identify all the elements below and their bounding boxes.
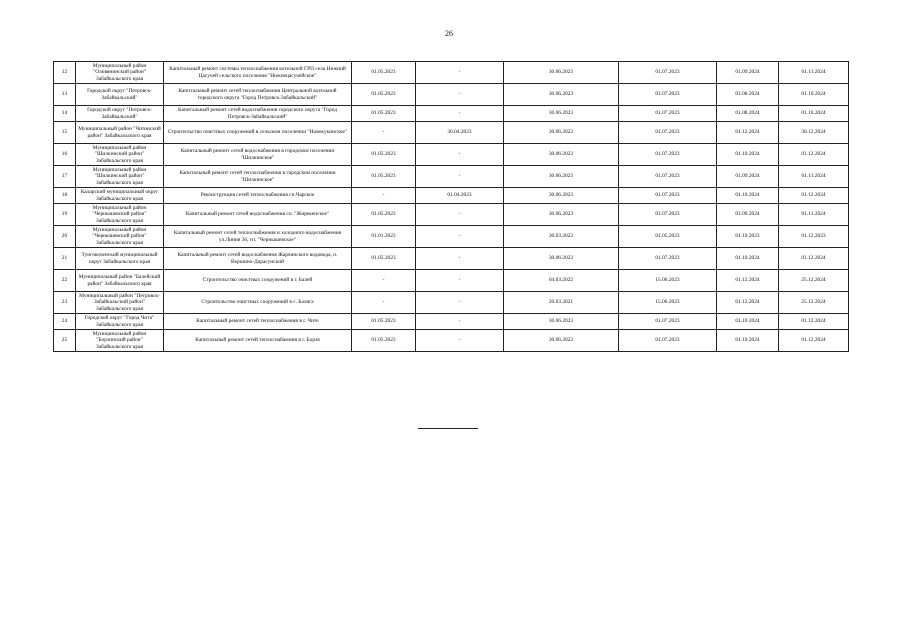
- date-cell-3: 30.06.2023: [504, 106, 619, 122]
- row-number: 13: [54, 84, 76, 106]
- schedule-table: [53, 61, 849, 352]
- date-cell-1: 01.05.2023: [352, 144, 416, 166]
- date-cell-1: 01.05.2023: [352, 84, 416, 106]
- work-description-cell: Капитальный ремонт сетей теплоснабжения в г. Чите: [164, 314, 352, 330]
- table-row: [54, 226, 849, 248]
- date-cell-1: 01.05.2023: [352, 248, 416, 270]
- row-number: 15: [54, 122, 76, 144]
- date-cell-5: 01.10.2024: [717, 314, 779, 330]
- district-cell: Городской округ "Петровск-Забайкальский": [76, 106, 164, 122]
- date-cell-6: 25.12.2024: [779, 270, 849, 292]
- date-cell-2: -: [416, 248, 504, 270]
- work-description-cell: Капитальный ремонт сетей теплоснабжения Центральной котельной городского округа "Город Петровск-Забайкальский": [164, 84, 352, 106]
- table-row: [54, 106, 849, 122]
- date-cell-4: 01.07.2023: [619, 106, 717, 122]
- row-number: 21: [54, 248, 76, 270]
- table-row: [54, 204, 849, 226]
- row-number: 18: [54, 188, 76, 204]
- work-description-cell: Строительство очистных сооружений в г. Балей: [164, 270, 352, 292]
- schedule-table-body: [54, 62, 849, 352]
- date-cell-5: 01.10.2024: [717, 144, 779, 166]
- work-description-cell: Капитальный ремонт сетей водоснабжения в городском поселении "Шилкинское": [164, 144, 352, 166]
- date-cell-1: -: [352, 270, 416, 292]
- table-row: [54, 188, 849, 204]
- date-cell-5: 01.09.2024: [717, 62, 779, 84]
- date-cell-1: 01.05.2023: [352, 330, 416, 352]
- date-cell-5: 01.10.2023: [717, 226, 779, 248]
- date-cell-1: -: [352, 122, 416, 144]
- date-cell-6: 01.11.2024: [779, 62, 849, 84]
- date-cell-3: 30.06.2023: [504, 84, 619, 106]
- date-cell-4: 01.07.2023: [619, 84, 717, 106]
- date-cell-4: 15.06.2023: [619, 292, 717, 314]
- row-number: 25: [54, 330, 76, 352]
- date-cell-3: 30.06.2023: [504, 144, 619, 166]
- work-description-cell: Капитальный ремонт системы теплоснабжения котельной ГРП села Нижний Цасучей сельского поселения "Нижнецасучейское": [164, 62, 352, 84]
- date-cell-6: 01.10.2024: [779, 106, 849, 122]
- date-cell-3: 30.06.2023: [504, 330, 619, 352]
- date-cell-4: 01.05.2023: [619, 226, 717, 248]
- date-cell-6: 01.12.2024: [779, 314, 849, 330]
- row-number: 12: [54, 62, 76, 84]
- date-cell-6: 01.12.2024: [779, 188, 849, 204]
- date-cell-2: -: [416, 330, 504, 352]
- date-cell-1: 01.05.2023: [352, 204, 416, 226]
- date-cell-6: 01.12.2024: [779, 144, 849, 166]
- page-number: 26: [445, 29, 453, 38]
- date-cell-3: 30.06.2023: [504, 122, 619, 144]
- table-row: [54, 330, 849, 352]
- date-cell-4: 01.07.2023: [619, 330, 717, 352]
- district-cell: Муниципальный район "Читинский район" Забайкальского края: [76, 122, 164, 144]
- date-cell-5: 01.08.2024: [717, 106, 779, 122]
- date-cell-5: 01.12.2024: [717, 270, 779, 292]
- date-cell-2: -: [416, 204, 504, 226]
- date-cell-6: 01.11.2024: [779, 204, 849, 226]
- row-number: 24: [54, 314, 76, 330]
- work-description-cell: Капитальный ремонт сетей теплоснабжения и холодного водоснабжения ул.Линия 36, гп. "Чернышевское": [164, 226, 352, 248]
- date-cell-4: 01.07.2023: [619, 166, 717, 188]
- date-cell-3: 30.06.2023: [504, 248, 619, 270]
- table-row: [54, 84, 849, 106]
- date-cell-3: 20.03.2021: [504, 292, 619, 314]
- work-description-cell: Капитальный ремонт сетей теплоснабжения в городском поселении "Шилкинское": [164, 166, 352, 188]
- date-cell-4: 01.07.2023: [619, 122, 717, 144]
- district-cell: Городской округ "Город Чита" Забайкальского края: [76, 314, 164, 330]
- date-cell-2: -: [416, 314, 504, 330]
- date-cell-2: -: [416, 166, 504, 188]
- date-cell-5: 01.09.2024: [717, 166, 779, 188]
- table-row: [54, 314, 849, 330]
- work-description-cell: Капитальный ремонт сетей теплоснабжения в г. Борзя: [164, 330, 352, 352]
- date-cell-6: 30.12.2024: [779, 122, 849, 144]
- date-cell-3: 04.03.2022: [504, 270, 619, 292]
- district-cell: Муниципальный район "Шилкинский район" Забайкальского края: [76, 144, 164, 166]
- work-description-cell: Строительство очистных сооружений в сельском поселении "Новокукинское": [164, 122, 352, 144]
- table-row: [54, 270, 849, 292]
- district-cell: Муниципальный район "Петровск-Забайкальский район" Забайкальского края: [76, 292, 164, 314]
- date-cell-1: -: [352, 188, 416, 204]
- date-cell-1: 01.05.2023: [352, 166, 416, 188]
- date-cell-2: -: [416, 270, 504, 292]
- date-cell-4: 01.07.2023: [619, 188, 717, 204]
- date-cell-6: 01.10.2024: [779, 84, 849, 106]
- table-row: [54, 144, 849, 166]
- date-cell-2: -: [416, 292, 504, 314]
- row-number: 16: [54, 144, 76, 166]
- date-cell-3: 30.03.2023: [504, 226, 619, 248]
- date-cell-5: 01.09.2024: [717, 204, 779, 226]
- row-number: 19: [54, 204, 76, 226]
- date-cell-4: 01.07.2023: [619, 248, 717, 270]
- table-row: [54, 166, 849, 188]
- date-cell-6: 01.12.2024: [779, 330, 849, 352]
- district-cell: Муниципальный район "Шилкинский район" Забайкальского края: [76, 166, 164, 188]
- work-description-cell: Капитальный ремонт сетей водоснабжения сп. "Жирекенское": [164, 204, 352, 226]
- date-cell-3: 30.06.2023: [504, 314, 619, 330]
- date-cell-6: 01.12.2024: [779, 248, 849, 270]
- row-number: 23: [54, 292, 76, 314]
- footer-divider: [418, 428, 478, 429]
- date-cell-1: -: [352, 292, 416, 314]
- date-cell-2: -: [416, 226, 504, 248]
- date-cell-2: -: [416, 144, 504, 166]
- date-cell-6: 25.12.2024: [779, 292, 849, 314]
- table-row: [54, 122, 849, 144]
- date-cell-3: 30.06.2023: [504, 188, 619, 204]
- date-cell-5: 01.08.2024: [717, 84, 779, 106]
- date-cell-4: 01.07.2023: [619, 314, 717, 330]
- date-cell-5: 01.12.2024: [717, 122, 779, 144]
- date-cell-4: 01.07.2023: [619, 204, 717, 226]
- work-description-cell: Строительство очистных сооружений в с. Баляга: [164, 292, 352, 314]
- date-cell-2: -: [416, 84, 504, 106]
- district-cell: Муниципальный район "Чернышевский район" Забайкальского края: [76, 204, 164, 226]
- date-cell-1: 01.05.2023: [352, 106, 416, 122]
- date-cell-6: 01.12.2023: [779, 226, 849, 248]
- date-cell-1: 01.05.2023: [352, 314, 416, 330]
- row-number: 14: [54, 106, 76, 122]
- date-cell-1: 01.01.2023: [352, 226, 416, 248]
- date-cell-3: 30.06.2023: [504, 62, 619, 84]
- row-number: 20: [54, 226, 76, 248]
- district-cell: Муниципальный район "Чернышевский район" Забайкальского края: [76, 226, 164, 248]
- date-cell-5: 01.12.2024: [717, 292, 779, 314]
- work-description-cell: Капитальный ремонт сетей водоснабжения Жарчинского водовода, п. Вершино-Дарасунский: [164, 248, 352, 270]
- date-cell-2: -: [416, 62, 504, 84]
- district-cell: Тунгокоченский муниципальный округ Забайкальского края: [76, 248, 164, 270]
- date-cell-2: -: [416, 106, 504, 122]
- table-row: [54, 292, 849, 314]
- date-cell-3: 30.06.2023: [504, 204, 619, 226]
- table-row: [54, 62, 849, 84]
- district-cell: Муниципальный район "Оловянинский район" Забайкальского края: [76, 62, 164, 84]
- date-cell-5: 01.10.2024: [717, 330, 779, 352]
- date-cell-4: 15.06.2023: [619, 270, 717, 292]
- row-number: 17: [54, 166, 76, 188]
- district-cell: Каларский муниципальный округ Забайкальского края: [76, 188, 164, 204]
- date-cell-4: 01.07.2023: [619, 62, 717, 84]
- district-cell: Муниципальный район "Балейский район" Забайкальского края: [76, 270, 164, 292]
- row-number: 22: [54, 270, 76, 292]
- date-cell-2: 30.04.2023: [416, 122, 504, 144]
- work-description-cell: Реконструкция сетей теплоснабжения сп.Чарское: [164, 188, 352, 204]
- date-cell-6: 01.11.2024: [779, 166, 849, 188]
- table-row: [54, 248, 849, 270]
- district-cell: Муниципальный район "Борзинский район" Забайкальского края: [76, 330, 164, 352]
- date-cell-2: 01.04.2023: [416, 188, 504, 204]
- date-cell-1: 01.05.2023: [352, 62, 416, 84]
- work-description-cell: Капитальный ремонт сетей водоснабжения городского округа "Город Петровск-Забайкальский": [164, 106, 352, 122]
- date-cell-3: 30.06.2023: [504, 166, 619, 188]
- date-cell-4: 01.07.2023: [619, 144, 717, 166]
- date-cell-5: 01.10.2024: [717, 188, 779, 204]
- district-cell: Городской округ "Петровск-Забайкальский": [76, 84, 164, 106]
- date-cell-5: 01.10.2024: [717, 248, 779, 270]
